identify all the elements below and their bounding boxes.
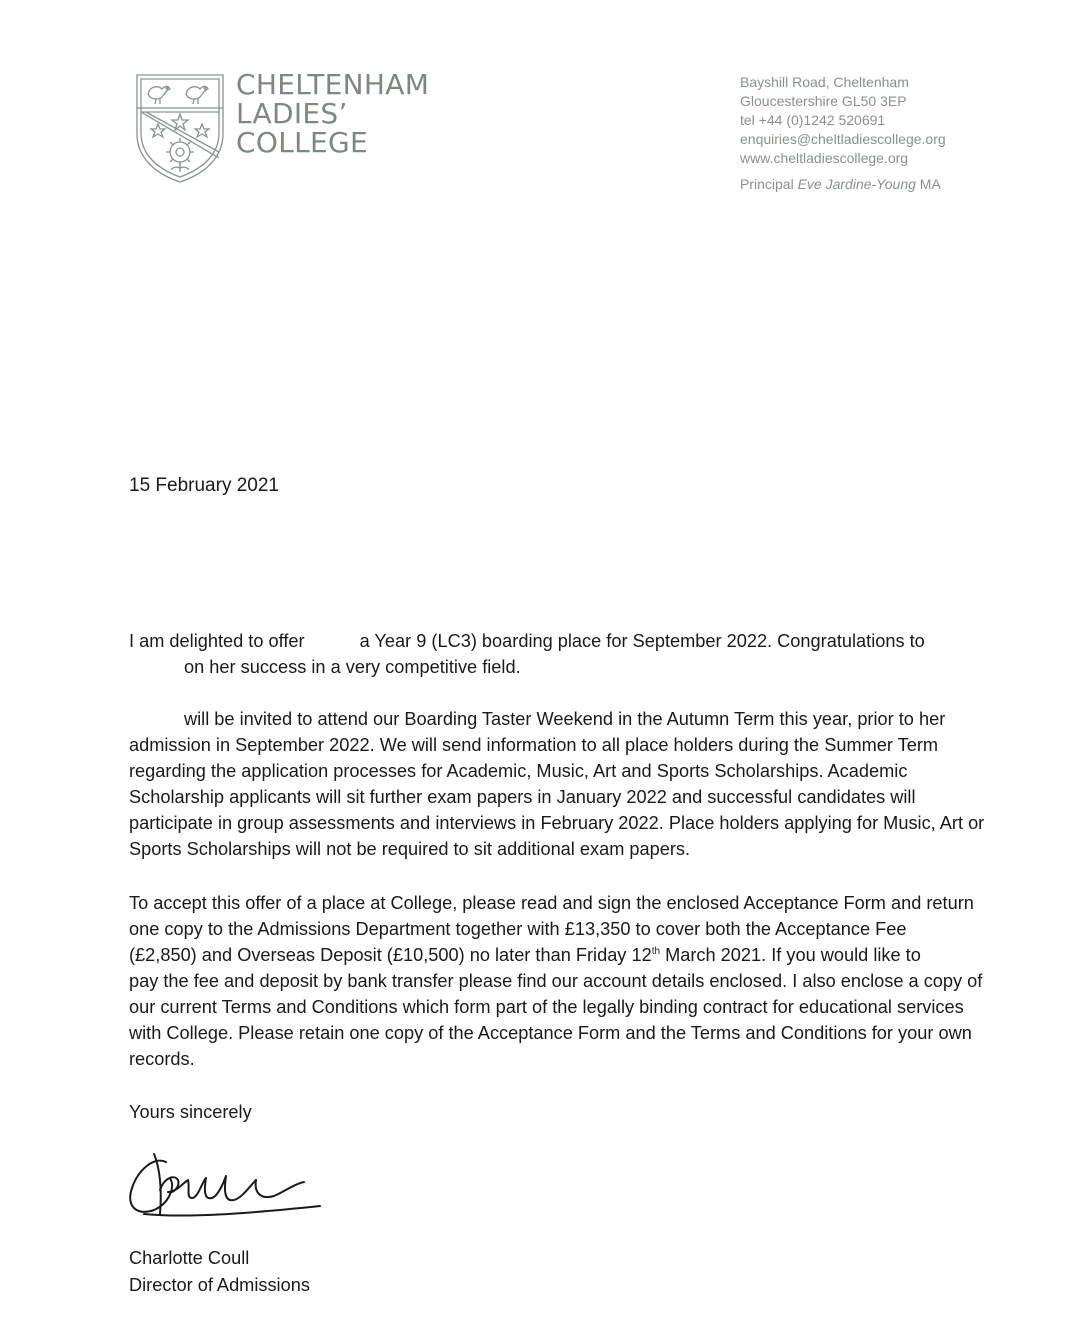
principal-label: Principal (740, 176, 794, 192)
paragraph-line: participate in group assessments and interviews in February 2022. Place holders applying for Music, Art or (129, 813, 985, 833)
paragraph-information (129, 706, 985, 862)
paragraph-line (129, 654, 959, 680)
college-name-line-2: LADIES’ (236, 97, 348, 130)
line-text: March 2021. If you would like to (660, 945, 921, 965)
closing: Yours sincerely (129, 1102, 252, 1122)
offer-text-c: on her success in a very competitive field. (184, 657, 521, 677)
email-address: enquiries@cheltladiescollege.org (740, 131, 946, 147)
paragraph-line (129, 628, 959, 654)
address-line-2: Gloucestershire GL50 3EP (740, 93, 907, 109)
college-name-line-3: COLLEGE (236, 126, 368, 159)
address-line-1: Bayshill Road, Cheltenham (740, 74, 909, 90)
paragraph-line: admission in September 2022. We will send information to all place holders during the Summer Term (129, 735, 939, 755)
telephone: tel +44 (0)1242 520691 (740, 112, 886, 128)
paragraph-line: Sports Scholarships will not be required to sit additional exam papers. (129, 839, 691, 859)
signer-block (129, 1245, 310, 1299)
ordinal-suffix: th (651, 945, 661, 957)
paragraph-line: pay the fee and deposit by bank transfer please find our account details enclosed. I also enclose a copy of (129, 971, 983, 991)
principal-name: Eve Jardine-Young (797, 176, 916, 192)
paragraph-acceptance (129, 890, 983, 1072)
signer-name: Charlotte Coull (129, 1248, 250, 1268)
principal-suffix: MA (919, 176, 941, 192)
handwritten-signature (124, 1148, 329, 1224)
signer-title: Director of Admissions (129, 1275, 310, 1295)
college-crest-icon (134, 72, 226, 184)
paragraph-line: Scholarship applicants will sit further exam papers in January 2022 and successful candidates will (129, 787, 916, 807)
paragraph-line: our current Terms and Conditions which form part of the legally binding contract for educational services (129, 997, 964, 1017)
college-name (236, 70, 429, 157)
principal-line (740, 176, 941, 192)
paragraph-line: records. (129, 1049, 195, 1069)
offer-text-a: I am delighted to offer (129, 631, 305, 651)
paragraph-offer (129, 628, 959, 680)
paragraph-line: one copy to the Admissions Department together with £13,350 to cover both the Acceptance Fee (129, 919, 907, 939)
contact-details (740, 73, 946, 168)
line-text: (£2,850) and Overseas Deposit (£10,500) no later than Friday 12 (129, 945, 652, 965)
line-text: will be invited to attend our Boarding Taster Weekend in the Autumn Term this year, prior to her (184, 709, 946, 729)
paragraph-line: To accept this offer of a place at College, please read and sign the enclosed Acceptance Form and return (129, 893, 974, 913)
paragraph-line (129, 706, 959, 732)
paragraph-line: with College. Please retain one copy of the Acceptance Form and the Terms and Conditions for your own (129, 1023, 972, 1043)
website: www.cheltladiescollege.org (740, 150, 909, 166)
letter-date: 15 February 2021 (129, 475, 279, 496)
paragraph-line (129, 942, 959, 968)
college-name-line-1: CHELTENHAM (236, 68, 430, 101)
paragraph-line: regarding the application processes for Academic, Music, Art and Sports Scholarships. Academic (129, 761, 908, 781)
offer-text-b: a Year 9 (LC3) boarding place for September 2022. Congratulations to (359, 631, 925, 651)
